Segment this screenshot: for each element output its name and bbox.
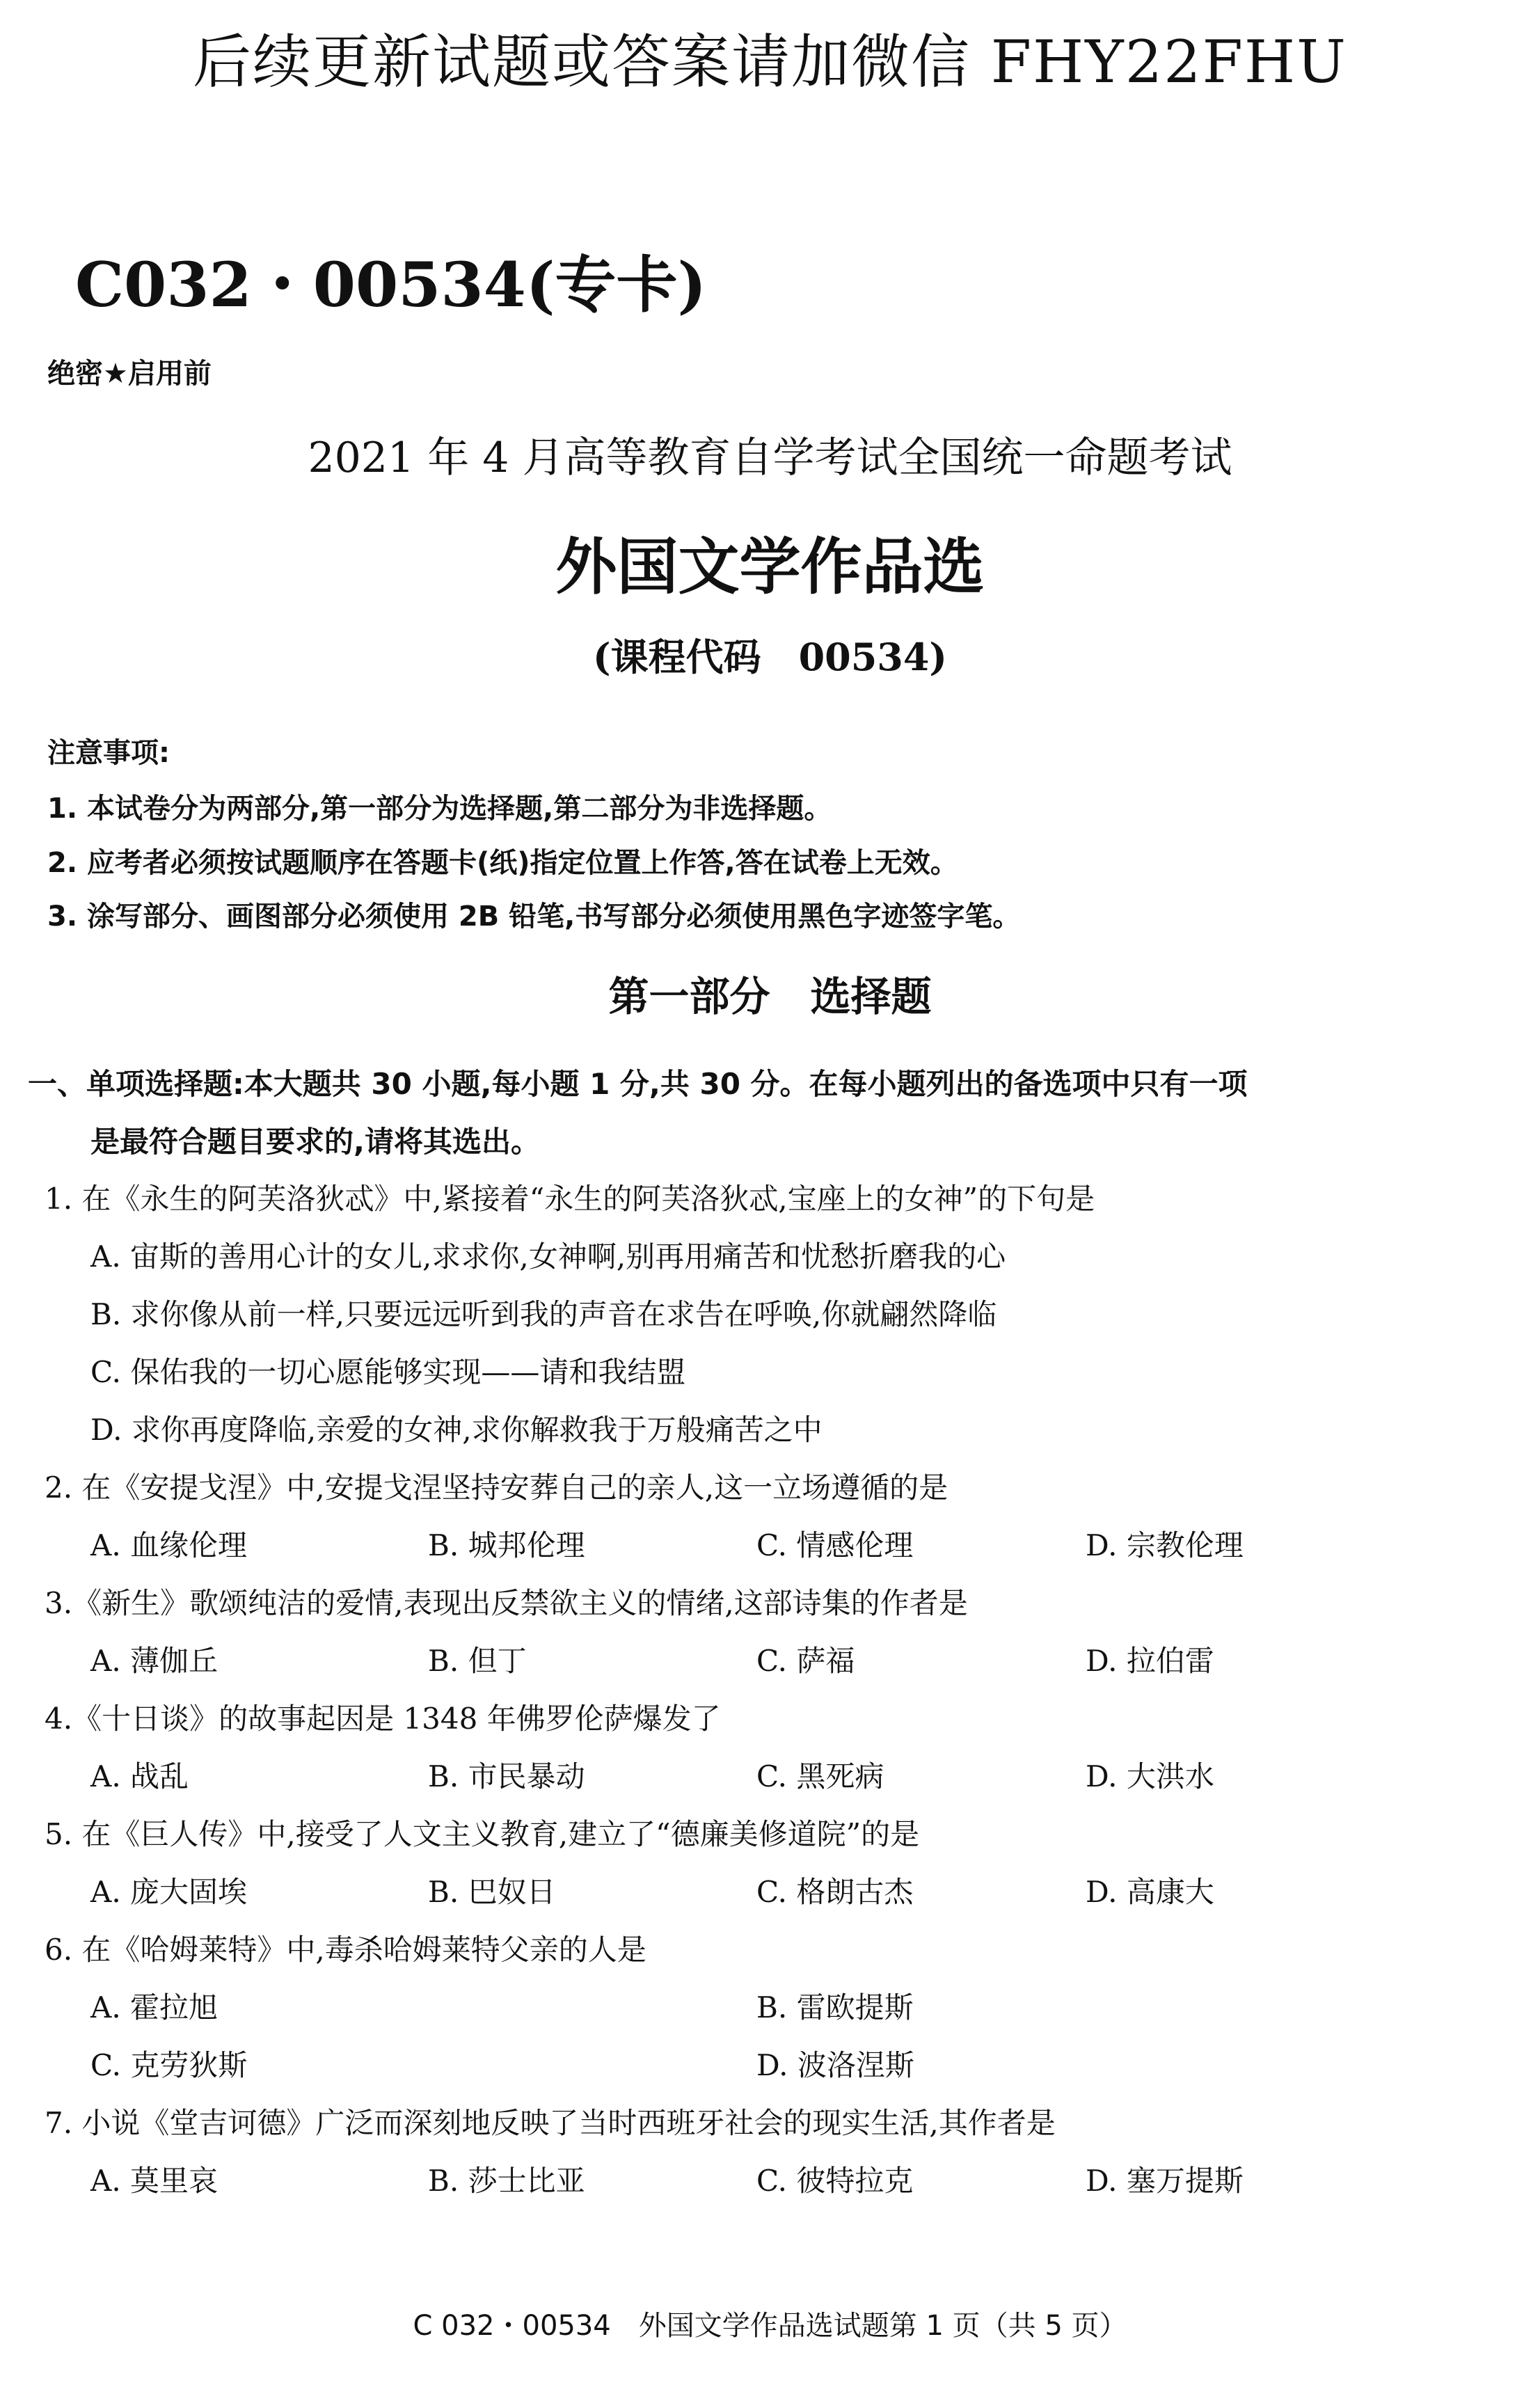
question-option: A. 庞大固埃 <box>90 1875 248 1909</box>
question-option: C. 黑死病 <box>756 1759 884 1793</box>
paper-code: C032・00534(专卡) <box>75 248 707 321</box>
question-stem: 6. 在《哈姆莱特》中,毒杀哈姆莱特父亲的人是 <box>45 1933 646 1967</box>
question-option: D. 宗教伦理 <box>1086 1528 1244 1562</box>
question-option: D. 波洛涅斯 <box>756 2048 914 2082</box>
notice-item: 3. 涂写部分、画图部分必须使用 2B 铅笔,书写部分必须使用黑色字迹签字笔。 <box>47 901 1021 933</box>
question-option: B. 城邦伦理 <box>428 1528 585 1562</box>
question-stem: 7. 小说《堂吉诃德》广泛而深刻地反映了当时西班牙社会的现实生活,其作者是 <box>45 2106 1056 2140</box>
section-instruction-line1: 一、单项选择题:本大题共 30 小题,每小题 1 分,共 30 分。在每小题列出的备选项中只有一项 <box>28 1067 1248 1101</box>
question-option: D. 拉伯雷 <box>1086 1644 1214 1678</box>
subject-title: 外国文学作品选 <box>555 530 985 603</box>
section-instruction-line2: 是最符合题目要求的,请将其选出。 <box>90 1125 540 1159</box>
notice-title: 注意事项: <box>47 737 170 769</box>
question-option: A. 薄伽丘 <box>90 1644 219 1678</box>
course-code: (课程代码 00534) <box>593 635 947 679</box>
question-option: B. 雷欧提斯 <box>756 1990 914 2024</box>
question-stem: 1. 在《永生的阿芙洛狄忒》中,紧接着“永生的阿芙洛狄忒,宝座上的女神”的下句是 <box>45 1182 1095 1216</box>
question-option: C. 格朗古杰 <box>756 1875 914 1909</box>
question-option: B. 求你像从前一样,只要远远听到我的声音在求告在呼唤,你就翩然降临 <box>90 1297 997 1331</box>
question-stem: 4.《十日谈》的故事起因是 1348 年佛罗伦萨爆发了 <box>45 1702 721 1736</box>
part-title: 第一部分 选择题 <box>608 973 932 1020</box>
question-option: C. 彼特拉克 <box>756 2164 914 2198</box>
question-option: A. 莫里哀 <box>90 2164 219 2198</box>
watermark-banner: 后续更新试题或答案请加微信 FHY22FHU <box>193 28 1347 96</box>
page-footer: C 032・00534 外国文学作品选试题第 1 页（共 5 页） <box>413 2310 1127 2342</box>
question-option: D. 高康大 <box>1086 1875 1214 1909</box>
notice-item: 2. 应考者必须按试题顺序在答题卡(纸)指定位置上作答,答在试卷上无效。 <box>47 847 958 879</box>
question-option: A. 霍拉旭 <box>90 1990 219 2024</box>
question-option: B. 莎士比亚 <box>428 2164 585 2198</box>
question-option: C. 情感伦理 <box>756 1528 914 1562</box>
notice-item: 1. 本试卷分为两部分,第一部分为选择题,第二部分为非选择题。 <box>47 793 832 825</box>
question-option: B. 巴奴日 <box>428 1875 556 1909</box>
question-option: B. 但丁 <box>428 1644 527 1678</box>
question-option: A. 宙斯的善用心计的女儿,求求你,女神啊,别再用痛苦和忧愁折磨我的心 <box>90 1239 1006 1274</box>
question-option: C. 保佑我的一切心愿能够实现——请和我结盟 <box>90 1355 686 1389</box>
question-option: B. 市民暴动 <box>428 1759 585 1793</box>
question-option: C. 萨福 <box>756 1644 855 1678</box>
question-option: D. 塞万提斯 <box>1086 2164 1244 2198</box>
question-stem: 5. 在《巨人传》中,接受了人文主义教育,建立了“德廉美修道院”的是 <box>45 1817 920 1851</box>
question-stem: 3.《新生》歌颂纯洁的爱情,表现出反禁欲主义的情绪,这部诗集的作者是 <box>45 1586 968 1620</box>
question-option: D. 求你再度降临,亲爱的女神,求你解救我于万般痛苦之中 <box>90 1413 823 1447</box>
question-option: D. 大洪水 <box>1086 1759 1214 1793</box>
question-option: A. 血缘伦理 <box>90 1528 248 1562</box>
question-option: C. 克劳狄斯 <box>90 2048 248 2082</box>
exam-title: 2021 年 4 月高等教育自学考试全国统一命题考试 <box>308 434 1232 482</box>
question-stem: 2. 在《安提戈涅》中,安提戈涅坚持安葬自己的亲人,这一立场遵循的是 <box>45 1471 948 1505</box>
question-option: A. 战乱 <box>90 1759 189 1793</box>
secret-label: 绝密★启用前 <box>47 358 212 390</box>
